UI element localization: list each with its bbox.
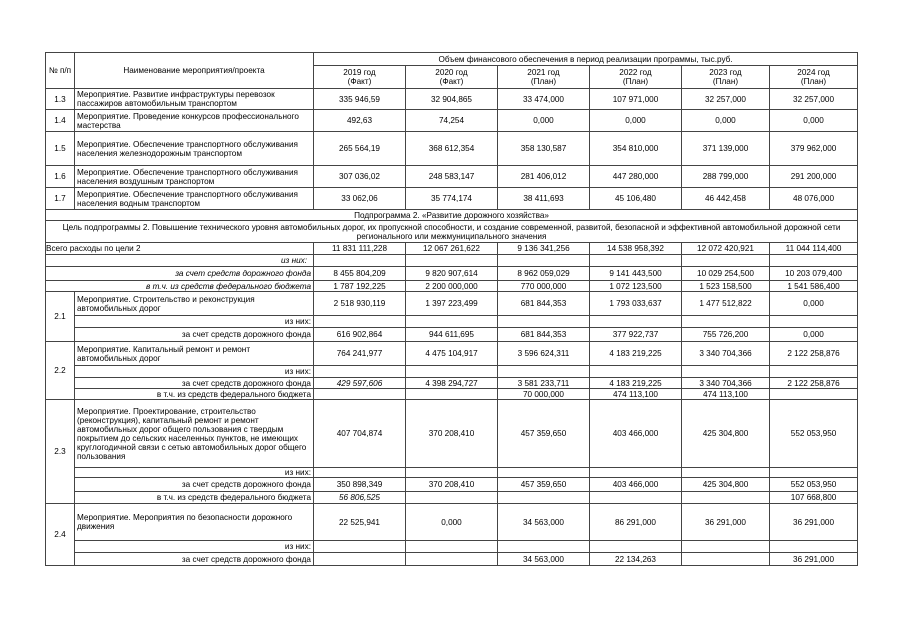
cell-2019: 492,63 [314,110,406,132]
cell-2022: 1 793 033,637 [590,292,682,316]
cell-2022: 354 810,000 [590,132,682,166]
subprogram-goal: Цель подпрограммы 2. Повышение технического уровня автомобильных дорог, их пропускной способности, и создание современной, развитой, безопасной и эффективной автомобильной дорожной сети регионального или межмуниципального значения [46,221,858,243]
federal-label: в т.ч. из средств федерального бюджета [75,389,314,400]
cell-2023: 1 523 158,500 [682,281,770,292]
total-row [46,243,858,255]
cell-2021: 681 844,353 [498,328,590,342]
cell-2023: 3 340 704,366 [682,342,770,366]
row-name: Мероприятие. Обеспечение транспортного обслуживания населения водным транспортом [75,188,314,210]
cell-2021: 70 000,000 [498,389,590,400]
table-row [46,132,858,166]
table-row [46,492,858,504]
table-row [46,400,858,468]
cell-2024: 2 122 258,876 [770,378,858,389]
cell-2022: 447 280,000 [590,166,682,188]
cell-2019: 350 898,349 [314,478,406,492]
cell-2021: 281 406,012 [498,166,590,188]
cell-2024: 291 200,000 [770,166,858,188]
row-num: 2.1 [46,292,75,342]
cell-2022: 4 183 219,225 [590,378,682,389]
cell-2019: 307 036,02 [314,166,406,188]
cell-2020: 32 904,865 [406,89,498,110]
row-name: Мероприятие. Обеспечение транспортного обслуживания населения железнодорожным транспортом [75,132,314,166]
road-fund-label: за счет средств дорожного фонда [75,328,314,342]
cell-2021: 358 130,587 [498,132,590,166]
header-year-2024: 2024 год (План) [770,66,858,89]
cell-2024: 379 962,000 [770,132,858,166]
row-name: Мероприятие. Капитальный ремонт и ремонт автомобильных дорог [75,342,314,366]
cell-2019: 429 597,606 [314,378,406,389]
row-name: Мероприятие. Развитие инфраструктуры перевозок пассажиров автомобильным транспортом [75,89,314,110]
row-num: 2.4 [46,504,75,566]
cell-2022: 107 971,000 [590,89,682,110]
cell-2023: 3 340 704,366 [682,378,770,389]
cell-2023 [682,553,770,566]
cell-2022: 403 466,000 [590,400,682,468]
cell-2019: 616 902,864 [314,328,406,342]
cell-2023: 46 442,458 [682,188,770,210]
road-fund-label: за счет средств дорожного фонда [46,267,314,281]
cell-2019: 2 518 930,119 [314,292,406,316]
cell-2020: 74,254 [406,110,498,132]
cell-2020: 1 397 223,499 [406,292,498,316]
cell-2021 [498,492,590,504]
cell-2023: 474 113,100 [682,389,770,400]
cell-2024: 32 257,000 [770,89,858,110]
cell-2021: 9 136 341,256 [498,243,590,255]
row-name: Мероприятие. Проектирование, строительство (реконструкция), капитальный ремонт и ремонт автомобильных дорог общего пользования с твердым покрытием до сельских населенных пунктов, не имеющих круглогодичной связи с сетью автомобильных дорог общего пользования [75,400,314,468]
cell-2021: 38 411,693 [498,188,590,210]
cell-2019: 22 525,941 [314,504,406,541]
table-row [46,468,858,478]
cell-2019: 335 946,59 [314,89,406,110]
cell-2021: 457 359,650 [498,478,590,492]
cell-2024: 10 203 079,400 [770,267,858,281]
row-name: Мероприятие. Мероприятия по безопасности дорожного движения [75,504,314,541]
cell-2020: 12 067 261,622 [406,243,498,255]
header-volume: Объем финансового обеспечения в период реализации программы, тыс.руб. [314,53,858,66]
table-row [46,89,858,110]
cell-2019: 56 806,525 [314,492,406,504]
row-name: Мероприятие. Обеспечение транспортного обслуживания населения воздушным транспортом [75,166,314,188]
road-fund-label: за счет средств дорожного фонда [75,553,314,566]
road-fund-label: за счет средств дорожного фонда [75,378,314,389]
cell-2023 [682,492,770,504]
cell-2023: 12 072 420,921 [682,243,770,255]
cell-2019: 8 455 804,209 [314,267,406,281]
table-row [46,188,858,210]
table-row [46,378,858,389]
cell-2019: 11 831 111,228 [314,243,406,255]
cell-2019: 764 241,977 [314,342,406,366]
row-num: 1.4 [46,110,75,132]
row-name: Мероприятие. Проведение конкурсов профессионального мастерства [75,110,314,132]
row-num: 2.3 [46,400,75,504]
cell-2022: 14 538 958,392 [590,243,682,255]
cell-2020: 944 611,695 [406,328,498,342]
cell-2022: 0,000 [590,110,682,132]
of-which-label: из них: [75,541,314,553]
header-year-2023: 2023 год (План) [682,66,770,89]
cell-2023: 425 304,800 [682,400,770,468]
table-row [46,504,858,541]
cell-2022: 45 106,480 [590,188,682,210]
table-row [46,342,858,366]
cell-2019: 1 787 192,225 [314,281,406,292]
of-which-label: из них: [75,316,314,328]
cell-2021: 34 563,000 [498,504,590,541]
cell-2024: 0,000 [770,292,858,316]
row-name: Мероприятие. Строительство и реконструкция автомобильных дорог [75,292,314,316]
row-num: 1.7 [46,188,75,210]
cell-2022: 377 922,737 [590,328,682,342]
cell-2019 [314,389,406,400]
subprogram-title: Подпрограмма 2. «Развитие дорожного хозяйства» [46,210,858,221]
cell-2023: 425 304,800 [682,478,770,492]
of-which-label: из них: [75,468,314,478]
header-name: Наименование мероприятия/проекта [75,53,314,89]
cell-2023: 36 291,000 [682,504,770,541]
cell-2024: 552 053,950 [770,478,858,492]
cell-2024: 107 668,800 [770,492,858,504]
cell-2023: 755 726,200 [682,328,770,342]
table-row [46,316,858,328]
table-row [46,478,858,492]
cell-2020: 35 774,174 [406,188,498,210]
table-row [46,255,858,267]
table-row [46,553,858,566]
row-num: 1.3 [46,89,75,110]
cell-2022: 86 291,000 [590,504,682,541]
cell-2020: 370 208,410 [406,478,498,492]
of-which-label: из них: [75,366,314,378]
cell-2022: 9 141 443,500 [590,267,682,281]
federal-label: в т.ч. из средств федерального бюджета [75,492,314,504]
of-which-label: из них: [46,255,314,267]
cell-2021: 681 844,353 [498,292,590,316]
cell-2024: 0,000 [770,110,858,132]
cell-2023: 32 257,000 [682,89,770,110]
cell-2020: 9 820 907,614 [406,267,498,281]
cell-2021: 33 474,000 [498,89,590,110]
cell-2019 [314,553,406,566]
cell-2020: 4 475 104,917 [406,342,498,366]
federal-label: в т.ч. из средств федерального бюджета [46,281,314,292]
cell-2020 [406,389,498,400]
cell-2020: 2 200 000,000 [406,281,498,292]
table-row [46,389,858,400]
header-year-2022: 2022 год (План) [590,66,682,89]
cell-2024: 36 291,000 [770,504,858,541]
total-label: Всего расходы по цели 2 [46,243,314,255]
table-row [46,292,858,316]
cell-2020 [406,553,498,566]
cell-2024: 2 122 258,876 [770,342,858,366]
cell-2024 [770,389,858,400]
row-num: 2.2 [46,342,75,400]
cell-2019: 407 704,874 [314,400,406,468]
cell-2024: 48 076,000 [770,188,858,210]
row-num: 1.6 [46,166,75,188]
table-row [46,281,858,292]
header-year-2021: 2021 год (План) [498,66,590,89]
table-row [46,328,858,342]
cell-2024: 36 291,000 [770,553,858,566]
cell-2022: 22 134,263 [590,553,682,566]
table-row [46,110,858,132]
table-row [46,541,858,553]
cell-2023: 371 139,000 [682,132,770,166]
cell-2022: 1 072 123,500 [590,281,682,292]
header-year-2020: 2020 год (Факт) [406,66,498,89]
cell-2022: 403 466,000 [590,478,682,492]
cell-2021: 3 596 624,311 [498,342,590,366]
cell-2020: 4 398 294,727 [406,378,498,389]
cell-2024: 0,000 [770,328,858,342]
cell-2021: 457 359,650 [498,400,590,468]
cell-2023: 0,000 [682,110,770,132]
cell-2021: 0,000 [498,110,590,132]
cell-2020: 368 612,354 [406,132,498,166]
cell-2020 [406,492,498,504]
cell-2024: 1 541 586,400 [770,281,858,292]
cell-2022: 4 183 219,225 [590,342,682,366]
road-fund-label: за счет средств дорожного фонда [75,478,314,492]
cell-2022 [590,492,682,504]
table-row [46,166,858,188]
cell-2019: 265 564,19 [314,132,406,166]
cell-2020: 248 583,147 [406,166,498,188]
cell-2019: 33 062,06 [314,188,406,210]
cell-2023: 10 029 254,500 [682,267,770,281]
cell-2022: 474 113,100 [590,389,682,400]
row-num: 1.5 [46,132,75,166]
budget-table [45,52,858,566]
cell-2021: 34 563,000 [498,553,590,566]
cell-2024: 11 044 114,400 [770,243,858,255]
cell-2020: 0,000 [406,504,498,541]
cell-2020: 370 208,410 [406,400,498,468]
cell-2021: 3 581 233,711 [498,378,590,389]
header-year-2019: 2019 год (Факт) [314,66,406,89]
cell-2023: 1 477 512,822 [682,292,770,316]
header-num: № п/п [46,53,75,89]
table-row [46,267,858,281]
table-row [46,366,858,378]
cell-2023: 288 799,000 [682,166,770,188]
cell-2024: 552 053,950 [770,400,858,468]
cell-2021: 8 962 059,029 [498,267,590,281]
cell-2021: 770 000,000 [498,281,590,292]
